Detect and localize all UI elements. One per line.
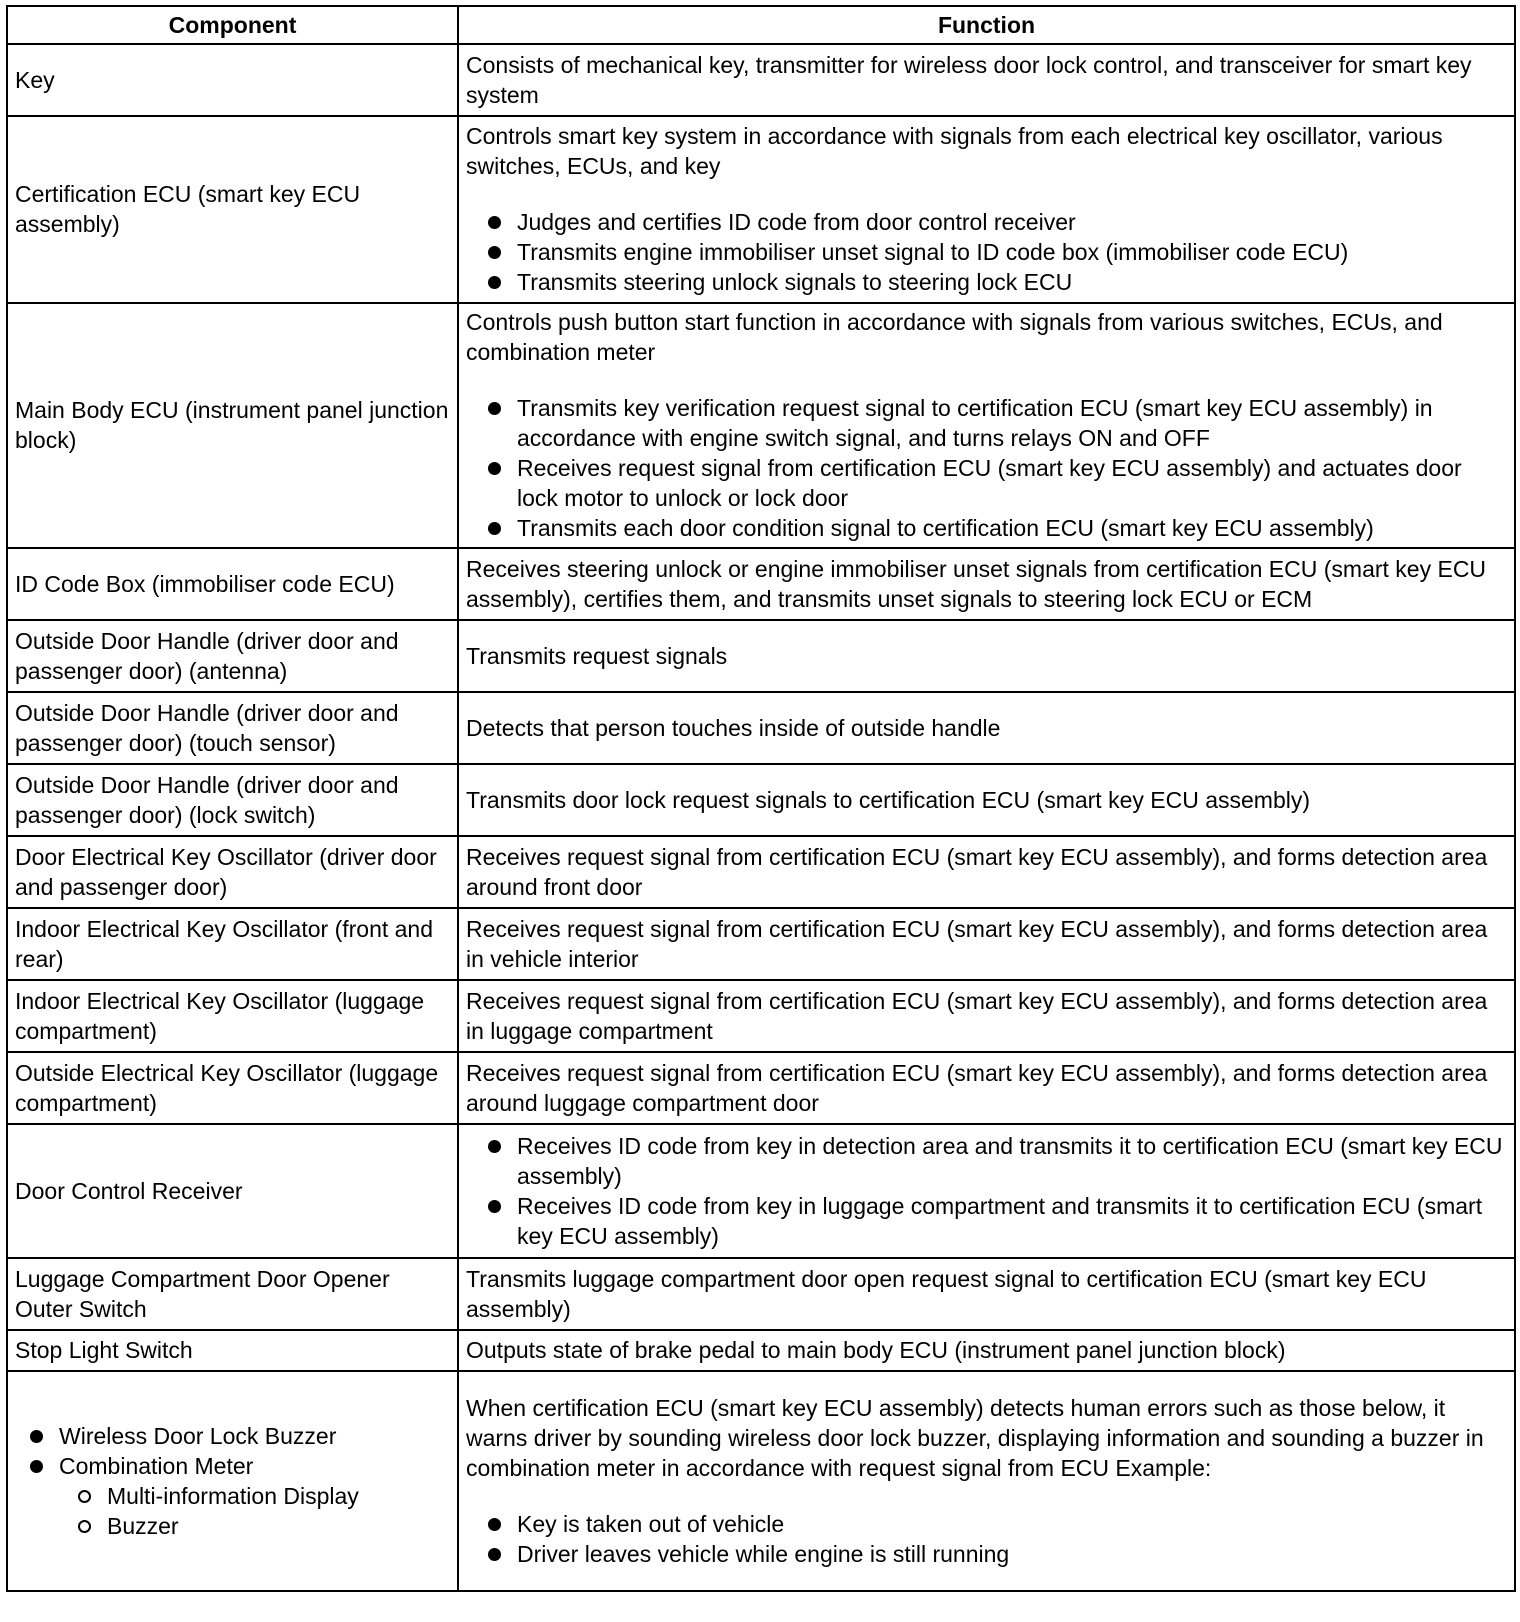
function-text: Outputs state of brake pedal to main body ECU (instrument panel junction block) bbox=[466, 1337, 1286, 1363]
header-component: Component bbox=[7, 6, 458, 44]
table-row bbox=[7, 836, 1515, 908]
function-cell bbox=[458, 303, 1515, 548]
table-row bbox=[7, 303, 1515, 548]
function-cell bbox=[458, 1330, 1515, 1371]
table-row bbox=[7, 548, 1515, 620]
function-cell bbox=[458, 1371, 1515, 1591]
function-text: When certification ECU (smart key ECU assembly) detects human errors such as those below, it warns driver by sounding wireless door lock buzzer, displaying information and sounding a buzzer in combination meter in accordance with request signal from ECU Example: bbox=[466, 1394, 1484, 1481]
function-cell bbox=[458, 692, 1515, 764]
component-cell: Door Control Receiver bbox=[7, 1124, 458, 1258]
list-item bbox=[27, 1421, 450, 1451]
component-sub-list bbox=[59, 1481, 450, 1541]
component-cell: Luggage Compartment Door Opener Outer Switch bbox=[7, 1258, 458, 1330]
component-cell: ID Code Box (immobiliser code ECU) bbox=[7, 548, 458, 620]
function-cell bbox=[458, 1124, 1515, 1258]
table-row bbox=[7, 692, 1515, 764]
table-row bbox=[7, 1258, 1515, 1330]
table-row bbox=[7, 1330, 1515, 1371]
table-row bbox=[7, 1052, 1515, 1124]
component-cell: Stop Light Switch bbox=[7, 1330, 458, 1371]
function-text: Transmits door lock request signals to certification ECU (smart key ECU assembly) bbox=[466, 786, 1311, 813]
list-item-label: Wireless Door Lock Buzzer bbox=[59, 1422, 337, 1449]
function-text: Consists of mechanical key, transmitter for wireless door lock control, and transceiver for smart key system bbox=[466, 51, 1472, 108]
component-cell: Indoor Electrical Key Oscillator (front and rear) bbox=[7, 908, 458, 980]
list-item-label: Combination Meter bbox=[59, 1452, 254, 1479]
header-function: Function bbox=[458, 6, 1515, 44]
table-row bbox=[7, 116, 1515, 303]
component-cell: Outside Door Handle (driver door and passenger door) (touch sensor) bbox=[7, 692, 458, 764]
function-cell bbox=[458, 980, 1515, 1052]
table-row bbox=[7, 1371, 1515, 1591]
table-row bbox=[7, 44, 1515, 116]
function-bullet-list bbox=[466, 1131, 1507, 1251]
function-cell bbox=[458, 1258, 1515, 1330]
component-cell: Door Electrical Key Oscillator (driver door and passenger door) bbox=[7, 836, 458, 908]
function-cell bbox=[458, 764, 1515, 836]
function-text: Transmits luggage compartment door open request signal to certification ECU (smart key ECU assembly) bbox=[466, 1265, 1427, 1322]
table-row bbox=[7, 980, 1515, 1052]
component-cell: Certification ECU (smart key ECU assembly) bbox=[7, 116, 458, 303]
function-cell bbox=[458, 1052, 1515, 1124]
table-header-row bbox=[7, 6, 1515, 44]
function-text: Receives steering unlock or engine immobiliser unset signals from certification ECU (smart key ECU assembly), certifies them, and transmits unset signals to steering lock ECU or ECM bbox=[466, 555, 1487, 612]
spec-sheet bbox=[6, 5, 1514, 1592]
list-item: Receives request signal from certification ECU (smart key ECU assembly) and actuates door lock motor to unlock or lock door bbox=[485, 453, 1507, 513]
list-item: Receives ID code from key in luggage compartment and transmits it to certification ECU (smart key ECU assembly) bbox=[485, 1191, 1507, 1251]
list-item: Key is taken out of vehicle bbox=[485, 1509, 1507, 1539]
function-text: Receives request signal from certification ECU (smart key ECU assembly), and forms detection area around luggage compartment door bbox=[466, 1059, 1488, 1116]
function-text: Receives request signal from certification ECU (smart key ECU assembly), and forms detection area around front door bbox=[466, 843, 1488, 900]
list-item bbox=[27, 1451, 450, 1541]
function-bullet-list bbox=[466, 1509, 1507, 1569]
table-row bbox=[7, 620, 1515, 692]
component-cell: Indoor Electrical Key Oscillator (luggage compartment) bbox=[7, 980, 458, 1052]
component-cell: Main Body ECU (instrument panel junction block) bbox=[7, 303, 458, 548]
function-cell bbox=[458, 44, 1515, 116]
function-text: Receives request signal from certification ECU (smart key ECU assembly), and forms detection area in vehicle interior bbox=[466, 915, 1488, 972]
list-item: Transmits engine immobiliser unset signal to ID code box (immobiliser code ECU) bbox=[485, 237, 1507, 267]
function-cell bbox=[458, 908, 1515, 980]
component-cell: Outside Electrical Key Oscillator (luggage compartment) bbox=[7, 1052, 458, 1124]
component-cell: Outside Door Handle (driver door and passenger door) (lock switch) bbox=[7, 764, 458, 836]
function-cell bbox=[458, 620, 1515, 692]
function-text: Transmits request signals bbox=[466, 642, 728, 669]
function-bullet-list bbox=[466, 393, 1507, 543]
function-text: Controls push button start function in accordance with signals from various switches, ECUs, and combination meter bbox=[466, 309, 1443, 365]
function-text: Detects that person touches inside of outside handle bbox=[466, 714, 1001, 741]
function-bullet-list bbox=[466, 207, 1507, 297]
function-cell bbox=[458, 116, 1515, 303]
list-item: Receives ID code from key in detection area and transmits it to certification ECU (smart key ECU assembly) bbox=[485, 1131, 1507, 1191]
component-cell: Outside Door Handle (driver door and passenger door) (antenna) bbox=[7, 620, 458, 692]
table-row bbox=[7, 908, 1515, 980]
function-cell bbox=[458, 548, 1515, 620]
list-item: Transmits each door condition signal to certification ECU (smart key ECU assembly) bbox=[485, 513, 1507, 543]
component-cell: Key bbox=[7, 44, 458, 116]
list-item: Transmits key verification request signal to certification ECU (smart key ECU assembly) in accordance with engine switch signal, and turns relays ON and OFF bbox=[485, 393, 1507, 453]
component-function-table bbox=[6, 5, 1516, 1592]
list-item: Judges and certifies ID code from door control receiver bbox=[485, 207, 1507, 237]
function-cell bbox=[458, 836, 1515, 908]
sub-list-item: Multi-information Display bbox=[76, 1481, 450, 1511]
table-row bbox=[7, 764, 1515, 836]
table-row bbox=[7, 1124, 1515, 1258]
component-bullet-list bbox=[27, 1421, 450, 1541]
list-item: Transmits steering unlock signals to steering lock ECU bbox=[485, 267, 1507, 297]
sub-list-item: Buzzer bbox=[76, 1511, 450, 1541]
list-item: Driver leaves vehicle while engine is still running bbox=[485, 1539, 1507, 1569]
component-cell bbox=[7, 1371, 458, 1591]
function-text: Controls smart key system in accordance with signals from each electrical key oscillator, various switches, ECUs, and key bbox=[466, 123, 1443, 179]
function-text: Receives request signal from certification ECU (smart key ECU assembly), and forms detection area in luggage compartment bbox=[466, 987, 1488, 1044]
